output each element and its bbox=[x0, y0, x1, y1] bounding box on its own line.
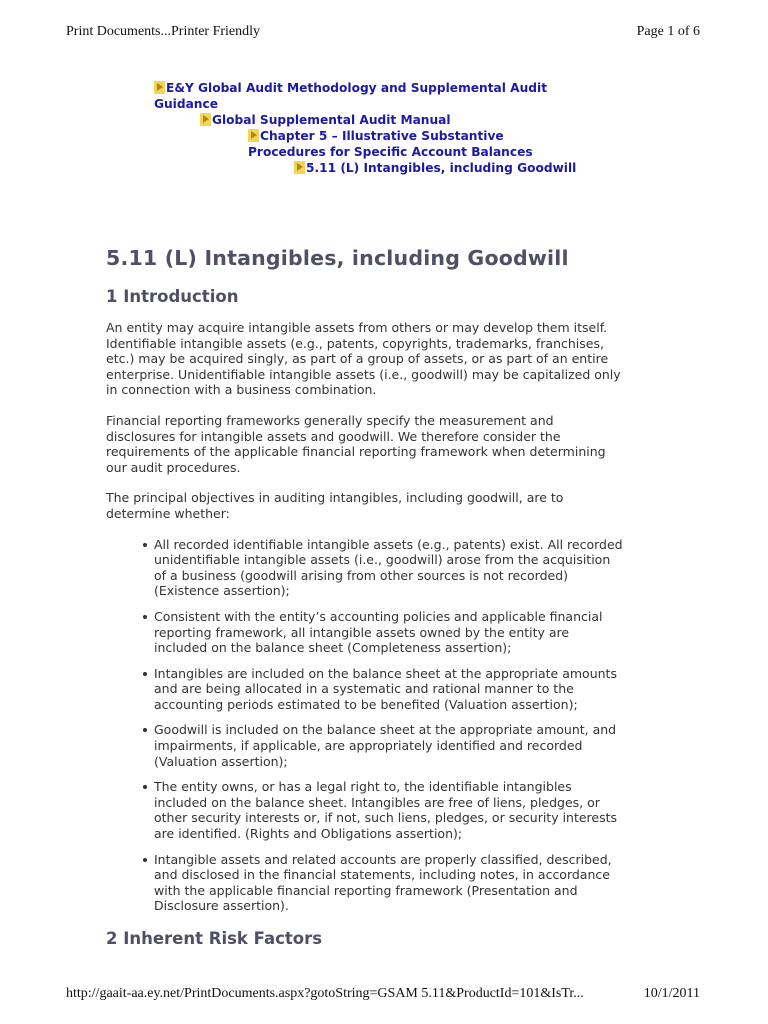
breadcrumb-label: Chapter 5 – Illustrative Substantive Procedures for Specific Account Balances bbox=[248, 129, 533, 159]
page-title: 5.11 (L) Intangibles, including Goodwill bbox=[106, 246, 569, 270]
breadcrumb-arrow-icon bbox=[200, 113, 211, 126]
list-item: The entity owns, or has a legal right to, the identifiable intangibles included on the balance sheet. Intangibles are free of liens, pledges, or other security interests or, if not, such liens, pledges, or security interests are identified. (Rights and Obligations assertion); bbox=[154, 779, 626, 841]
list-item: Intangible assets and related accounts are properly classified, described, and disclosed in the financial statements, including notes, in accordance with the applicable financial reporting framework (Presentation and Disclosure assertion). bbox=[154, 852, 626, 914]
print-footer bbox=[66, 986, 700, 1002]
breadcrumb-item-chapter[interactable] bbox=[154, 128, 548, 160]
print-header-title: Print Documents...Printer Friendly bbox=[66, 24, 261, 39]
list-item: Consistent with the entity’s accounting policies and applicable financial reporting framework, all intangible assets owned by the entity are included on the balance sheet (Completeness assertion); bbox=[154, 609, 626, 656]
list-item: All recorded identifiable intangible assets (e.g., patents) exist. All recorded unidentifiable intangible assets (i.e., goodwill) arose from the acquisition of a business (goodwill arising from other sources is not recorded) (Existence assertion); bbox=[154, 537, 626, 599]
breadcrumb-item-methodology[interactable] bbox=[154, 80, 574, 112]
print-header bbox=[66, 24, 700, 40]
list-item: Intangibles are included on the balance sheet at the appropriate amounts and are being allocated in a systematic and rational manner to the accounting periods estimated to be benefited (Valuation assertion); bbox=[154, 666, 626, 713]
breadcrumb-arrow-icon bbox=[154, 81, 165, 94]
page-url: http://gaait-aa.ey.net/PrintDocuments.aspx?gotoString=GSAM 5.11&ProductId=101&IsTr... bbox=[66, 986, 584, 1001]
intro-paragraph: The principal objectives in auditing intangibles, including goodwill, are to determine whether: bbox=[106, 490, 564, 521]
print-date: 10/1/2011 bbox=[643, 986, 700, 1001]
section-heading-introduction: 1 Introduction bbox=[106, 287, 239, 306]
breadcrumb-label: E&Y Global Audit Methodology and Supplemental Audit Guidance bbox=[154, 81, 548, 111]
breadcrumb bbox=[154, 80, 614, 176]
section-heading-inherent-risk: 2 Inherent Risk Factors bbox=[106, 929, 323, 948]
breadcrumb-arrow-icon bbox=[294, 161, 305, 174]
breadcrumb-label: Global Supplemental Audit Manual bbox=[212, 113, 451, 127]
breadcrumb-item-manual[interactable] bbox=[154, 112, 614, 128]
intro-paragraph: An entity may acquire intangible assets from others or may develop them itself. Identifiable intangible assets (e.g., patents, copyrights, trademarks, franchises, etc.) may be acquired singly, as part of a group of assets, or as part of an entire enterprise. Unidentifiable intangible assets (i.e., goodwill) may be capitalized only in connection with a business combination. bbox=[106, 320, 621, 398]
list-item: Goodwill is included on the balance sheet at the appropriate amount, and impairments, if applicable, are appropriately identified and recorded (Valuation assertion); bbox=[154, 722, 626, 769]
intro-paragraph: Financial reporting frameworks generally specify the measurement and disclosures for intangible assets and goodwill. We therefore consider the requirements of the applicable financial reporting framework when determining our audit procedures. bbox=[106, 412, 606, 475]
page-number: Page 1 of 6 bbox=[636, 24, 700, 39]
objectives-list bbox=[106, 537, 626, 914]
breadcrumb-label: 5.11 (L) Intangibles, including Goodwill bbox=[306, 161, 577, 175]
document-content bbox=[106, 244, 626, 962]
breadcrumb-arrow-icon bbox=[248, 129, 259, 142]
breadcrumb-item-section[interactable] bbox=[154, 160, 614, 176]
